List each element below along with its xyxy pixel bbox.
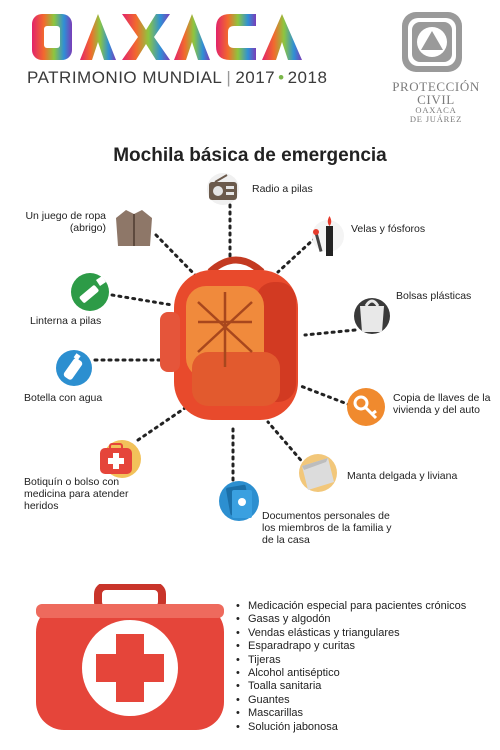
label-botella: Botella con agua <box>24 392 103 404</box>
list-item: • Gasas y algodón <box>236 613 466 626</box>
label-radio: Radio a pilas <box>252 183 313 195</box>
list-item: • Toalla sanitaria <box>236 680 466 693</box>
list-item: • Medicación especial para pacientes crónicos <box>236 600 466 613</box>
keys-icon <box>344 386 388 428</box>
plastic-bag-icon <box>352 292 392 336</box>
water-bottle-icon <box>54 348 94 388</box>
flashlight-icon <box>68 270 112 314</box>
label-velas: Velas y fósforos <box>351 223 426 235</box>
documents-icon <box>216 478 262 524</box>
first-aid-kit-icon <box>32 584 228 734</box>
label-ropa: Un juego de ropa (abrigo) <box>25 210 106 234</box>
first-aid-icon <box>96 438 144 480</box>
logo-year-start: 2017 <box>235 68 276 87</box>
logo-subtitle-text: PATRIMONIO MUNDIAL <box>27 68 223 87</box>
radio-icon <box>205 172 241 206</box>
backpack-icon <box>160 252 312 424</box>
logo-subtitle: PATRIMONIO MUNDIAL | 2017 • 2018 <box>27 68 328 87</box>
first-aid-kit-list <box>236 600 466 734</box>
list-item: • Vendas elásticas y triangulares <box>236 627 466 640</box>
label-linterna: Linterna a pilas <box>30 315 102 327</box>
list-item: • Solución jabonosa <box>236 721 466 734</box>
agency-line-1: PROTECCIÓN <box>392 79 480 94</box>
blanket-icon <box>296 452 340 494</box>
agency-line-4: DE JUÁREZ <box>409 114 463 124</box>
label-bolsas: Bolsas plásticas <box>396 290 472 302</box>
list-item: • Alcohol antiséptico <box>236 667 466 680</box>
agency-line-2: CIVIL <box>417 92 455 107</box>
list-item: • Mascarillas <box>236 707 466 720</box>
jacket-icon <box>112 206 156 250</box>
label-botiquin: Botiquín o bolso con medicina para atender heridos <box>24 476 129 512</box>
list-item: • Esparadrapo y curitas <box>236 640 466 653</box>
label-manta: Manta delgada y liviana <box>347 470 458 482</box>
candle-match-icon <box>310 212 346 258</box>
list-item: • Tijeras <box>236 654 466 667</box>
agency-line-3: OAXACA <box>415 105 457 115</box>
list-item: • Guantes <box>236 694 466 707</box>
label-documentos: Documentos personales de los miembros de la familia y de la casa <box>262 510 392 546</box>
label-llaves: Copia de llaves de la vivienda y del auto <box>393 392 491 416</box>
page-title: Mochila básica de emergencia <box>113 145 387 166</box>
logo-year-end: 2018 <box>287 68 328 87</box>
